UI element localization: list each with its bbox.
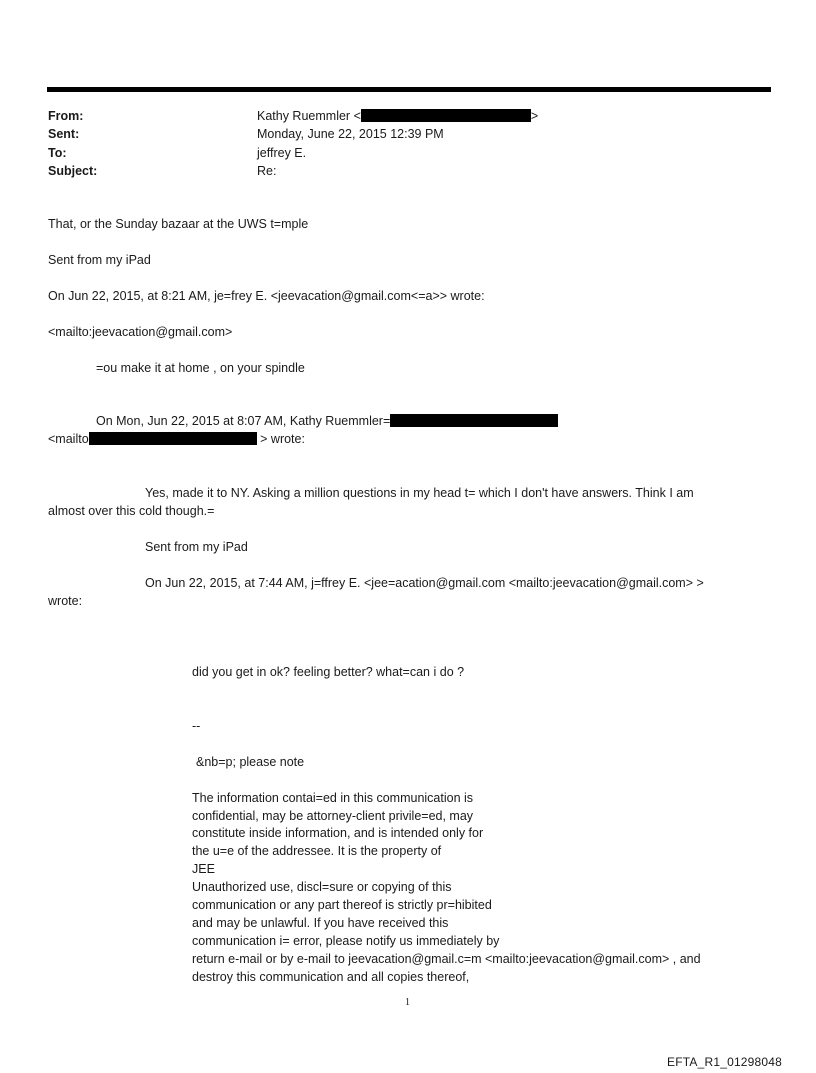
notice-line: confidential, may be attorney-client privile=ed, may [192,809,474,823]
notice-line: The information contai=ed in this communication is [192,791,474,805]
header-rule [47,87,771,92]
body-line: <mailto:jeevacation@gmail.com> [48,325,233,339]
notice-line: communication or any part thereof is strictly pr=hibited [192,898,492,912]
body-line: That, or the Sunday bazaar at the UWS t=mple [48,217,309,231]
body-line: Yes, made it to NY. Asking a million questions in my head t= which I don't have answers. Think I am [145,486,694,500]
subject-value: Re: [257,164,277,178]
to-label: To: [48,146,67,160]
document-id: EFTA_R1_01298048 [667,1055,783,1069]
notice-line: constitute inside information, and is intended only for [192,826,484,840]
quote-header-text: On Mon, Jun 22, 2015 at 8:07 AM, Kathy Ruemmler= [96,414,391,428]
notice-line: JEE [192,862,215,876]
subject-label: Subject: [48,164,98,178]
redaction-bar [89,432,257,445]
body-line [48,432,305,447]
page-number: 1 [405,997,410,1008]
to-value: jeffrey E. [257,146,307,160]
body-line: almost over this cold though.= [48,504,215,518]
body-line: Sent from my iPad [48,253,151,267]
redaction-bar [361,109,531,122]
body-line: On Jun 22, 2015, at 8:21 AM, je=frey E. <jeevacation@gmail.com<=a>> wrote: [48,289,485,303]
notice-line: the u=e of the addressee. It is the property of [192,844,442,858]
body-line: Sent from my iPad [145,540,248,554]
body-line [96,414,558,429]
notice-line: Unauthorized use, discl=sure or copying of this [192,880,452,894]
notice-line: communication i= error, please notify us immediately by [192,934,500,948]
notice-line: destroy this communication and all copies thereof, [192,970,470,984]
from-label: From: [48,109,84,123]
body-line: On Jun 22, 2015, at 7:44 AM, j=ffrey E. <jee=acation@gmail.com <mailto:jeevacation@gmail.com> > [145,576,704,590]
body-line: did you get in ok? feeling better? what=can i do ? [192,665,465,679]
body-line: -- [192,719,201,733]
from-name: Kathy Ruemmler [257,109,351,123]
body-line: &nb=p; please note [196,755,305,769]
redaction-bar [390,414,558,427]
sent-value: Monday, June 22, 2015 12:39 PM [257,127,444,141]
notice-line: return e-mail or by e-mail to jeevacation@gmail.c=m <mailto:jeevacation@gmail.com> , and [192,952,701,966]
notice-line: and may be unlawful. If you have received this [192,916,449,930]
wrote-text: > wrote: [260,432,305,446]
from-value: Kathy Ruemmler < > [257,109,539,123]
body-line: wrote: [48,594,83,608]
mailto-prefix: <mailto [48,432,89,446]
body-line: =ou make it at home , on your spindle [96,361,305,375]
sent-label: Sent: [48,127,80,141]
